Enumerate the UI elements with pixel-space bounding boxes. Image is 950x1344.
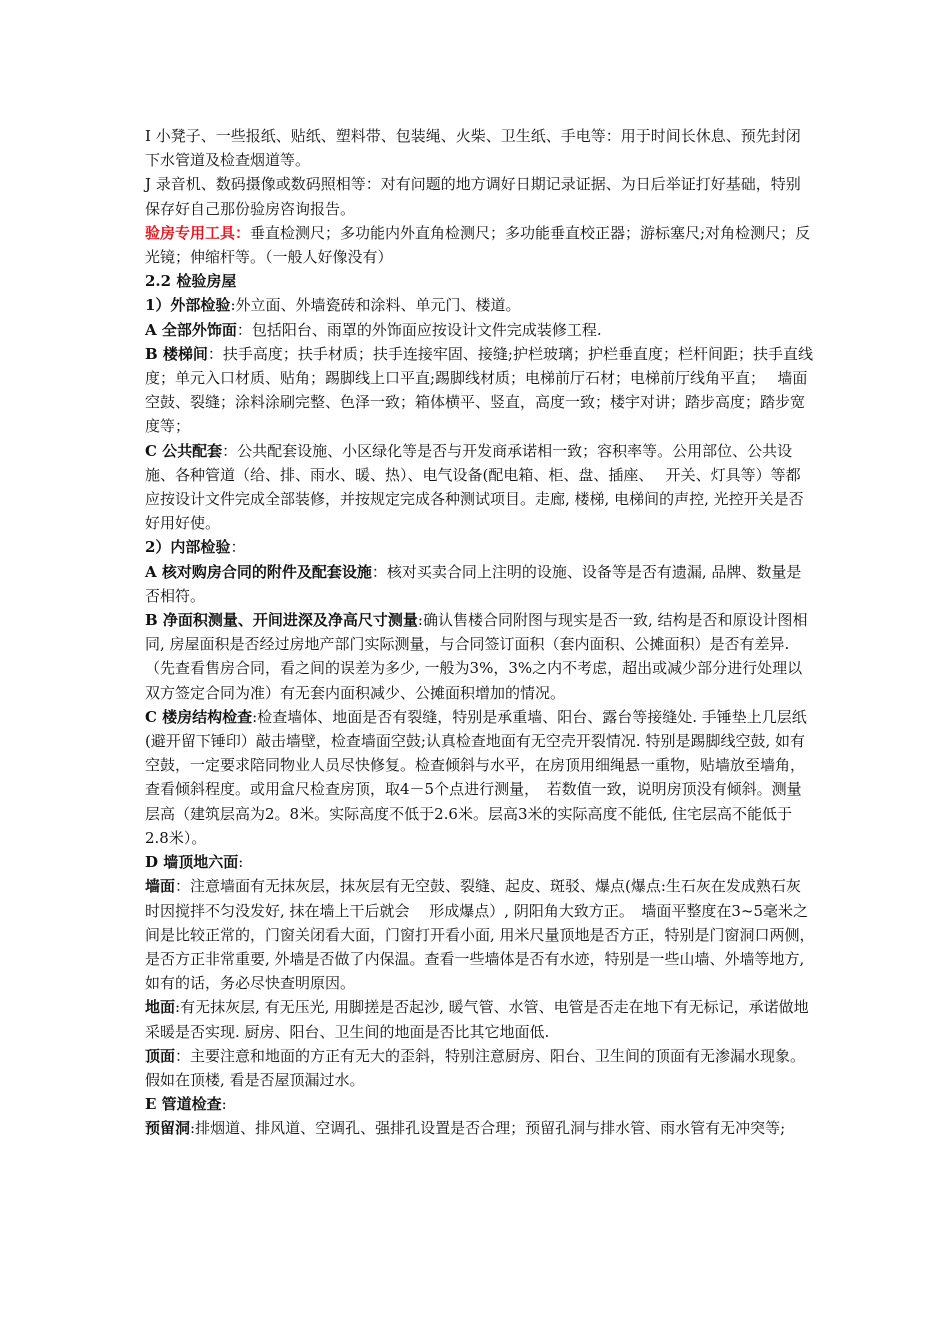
paragraph-exterior-finish <box>145 318 815 342</box>
paragraph-text: :外立面、外墙瓷砖和涂料、单元门、楼道。 <box>230 296 521 315</box>
paragraph-interior-inspection <box>145 535 815 559</box>
paragraph-six-surfaces <box>145 850 815 874</box>
item-heading: E 管道检查 <box>145 1095 222 1114</box>
paragraph-text: ：注意墙面有无抹灰层，抹灰层有无空鼓、裂缝、起皮、斑驳、爆点(爆点:生石灰在发成熟石灰时因搅拌不匀没发好, 抹在墙上干后就会 形成爆点）, 阴阳角大致方正。 墙面平整度在3~5毫米之间是比较正常的，门窗关闭看大面，门窗打开看小面, 用米尺量顶地是否方正，特别是门窗洞口两侧，是否方正非常重要, 外墙是否做了内保温。查看一些墙体是否有水迹，特别是一些山墙、外墙等地方, 如有的话，务必尽快查明原因。 <box>145 877 815 993</box>
item-heading: A 全部外饰面 <box>145 320 237 339</box>
paragraph-text: : <box>238 853 244 872</box>
item-heading: 顶面 <box>145 1046 176 1065</box>
paragraph-wall <box>145 874 815 995</box>
document-body <box>145 124 815 1141</box>
paragraph-floor <box>145 995 815 1043</box>
section-title: 2.2 检验房屋 <box>145 272 237 291</box>
item-heading: B 楼梯间 <box>145 344 208 363</box>
item-heading: A 核对购房合同的附件及配套设施 <box>145 562 372 581</box>
paragraph-ceiling <box>145 1044 815 1092</box>
item-heading: C 公共配套 <box>145 441 223 460</box>
paragraph-public-facilities <box>145 439 815 536</box>
paragraph-text: ：包括阳台、雨罩的外饰面应按设计文件完成装修工程. <box>236 320 602 339</box>
paragraph-text: :有无抹灰层, 有无压光, 用脚搓是否起沙, 暖气管、水管、电管是否走在地下有无标记，承诺做地采暖是否实现. 厨房、阳台、卫生间的地面是否比其它地面低. <box>145 998 809 1041</box>
paragraph-special-tools <box>145 221 815 269</box>
paragraph-structure-check <box>145 705 815 850</box>
item-heading: C 楼房结构检查 <box>145 707 253 726</box>
paragraph-text: ：主要注意和地面的方正有无大的歪斜，特别注意厨房、阳台、卫生间的顶面有无渗漏水现象。假如在顶楼, 看是否屋顶漏过水。 <box>145 1046 806 1089</box>
paragraph-stairwell <box>145 342 815 439</box>
paragraph-text: I 小凳子、一些报纸、贴纸、塑料带、包装绳、火柴、卫生纸、手电等：用于时间长休息、预先封闭下水管道及检查烟道等。 <box>145 127 801 170</box>
item-heading: 预留洞 <box>145 1119 191 1138</box>
paragraph-exterior-inspection <box>145 293 815 317</box>
item-heading: D 墙顶地六面 <box>145 853 239 872</box>
paragraph-contract-attachments <box>145 560 815 608</box>
paragraph-tools-misc <box>145 124 815 172</box>
paragraph-text: ：扶手高度；扶手材质；扶手连接牢固、接缝;护栏玻璃；护栏垂直度；栏杆间距；扶手直线度；单元入口材质、贴角；踢脚线上口平直;踢脚线材质；电梯前厅石材；电梯前厅线角平直； 墙面空鼓、裂缝；涂料涂刷完整、色泽一致；箱体横平、竖直，高度一致；楼宇对讲；踏步高度；踏步宽度等； <box>145 344 813 436</box>
paragraph-reserved-holes <box>145 1116 815 1140</box>
paragraph-text: 垂直检测尺；多功能内外直角检测尺；多功能垂直校正器；游标塞尺;对角检测尺；反光镜；伸缩杆等。（一般人好像没有） <box>145 223 811 267</box>
item-heading: 1）外部检验 <box>145 296 231 315</box>
paragraph-text: ：核对买卖合同上注明的设施、设备等是否有遗漏, 品牌、数量是否相符。 <box>145 562 802 605</box>
paragraph-text: ： <box>230 538 246 557</box>
paragraph-text: : <box>221 1095 227 1114</box>
section-heading-2-2 <box>145 269 815 293</box>
paragraph-text: J 录音机、数码摄像或数码照相等：对有问题的地方调好日期记录证据、为日后举证打好基础，特别保存好自己那份验房咨询报告。 <box>145 175 801 218</box>
paragraph-text: ：公共配套设施、小区绿化等是否与开发商承诺相一致；容积率等。公用部位、公共设施、各种管道（给、排、雨水、暖、热）、电气设备(配电箱、柜、盘、插座、 开关、灯具等）等都应按设计文件完成全部装修，并按规定完成各种测试项目。走廊, 楼梯, 电梯间的声控, 光控开关是否好用好使。 <box>145 441 804 533</box>
special-tools-heading: 验房专用工具： <box>145 223 251 242</box>
paragraph-pipe-check <box>145 1092 815 1116</box>
paragraph-recording-devices <box>145 172 815 220</box>
paragraph-area-measurement <box>145 608 815 705</box>
paragraph-text: :排烟道、排风道、空调孔、强排孔设置是否合理；预留孔洞与排水管、雨水管有无冲突等; <box>190 1119 786 1138</box>
item-heading: 地面 <box>145 998 176 1017</box>
paragraph-text: :检查墙体、地面是否有裂缝，特别是承重墙、阳台、露台等接缝处. 手锤垫上几层纸(避开留下锤印）敲击墙壁，检查墙面空鼓;认真检查地面有无空壳开裂情况. 特别是踢脚线空鼓, 如有空鼓，一定要求陪同物业人员尽快修复。检查倾斜与水平，在房顶用细绳悬一重物，贴墙放至墙角，查看倾斜程度。或用盒尺检查房顶，取4－5个点进行测量， 若数值一致，说明房顶没有倾斜。测量层高（建筑层高为2。8米。实际高度不低于2.6米。层高3米的实际高度不能低, 住宅层高不能低于2.8米）。 <box>145 707 807 847</box>
item-heading: B 净面积测量、开间进深及净高尺寸测量 <box>145 611 418 630</box>
paragraph-text: :确认售楼合同附图与现实是否一致, 结构是否和原设计图相同, 房屋面积是否经过房地产部门实际测量，与合同签订面积（套内面积、公摊面积）是否有差异.（先查看售房合同，看之间的误差为多少, 一般为3%，3%之内不考虑，超出或减少部分进行处理以双方签定合同为准）有无套内面积减少、公摊面积增加的情况。 <box>145 611 808 702</box>
item-heading: 2）内部检验 <box>145 538 231 557</box>
item-heading: 墙面 <box>145 877 176 896</box>
